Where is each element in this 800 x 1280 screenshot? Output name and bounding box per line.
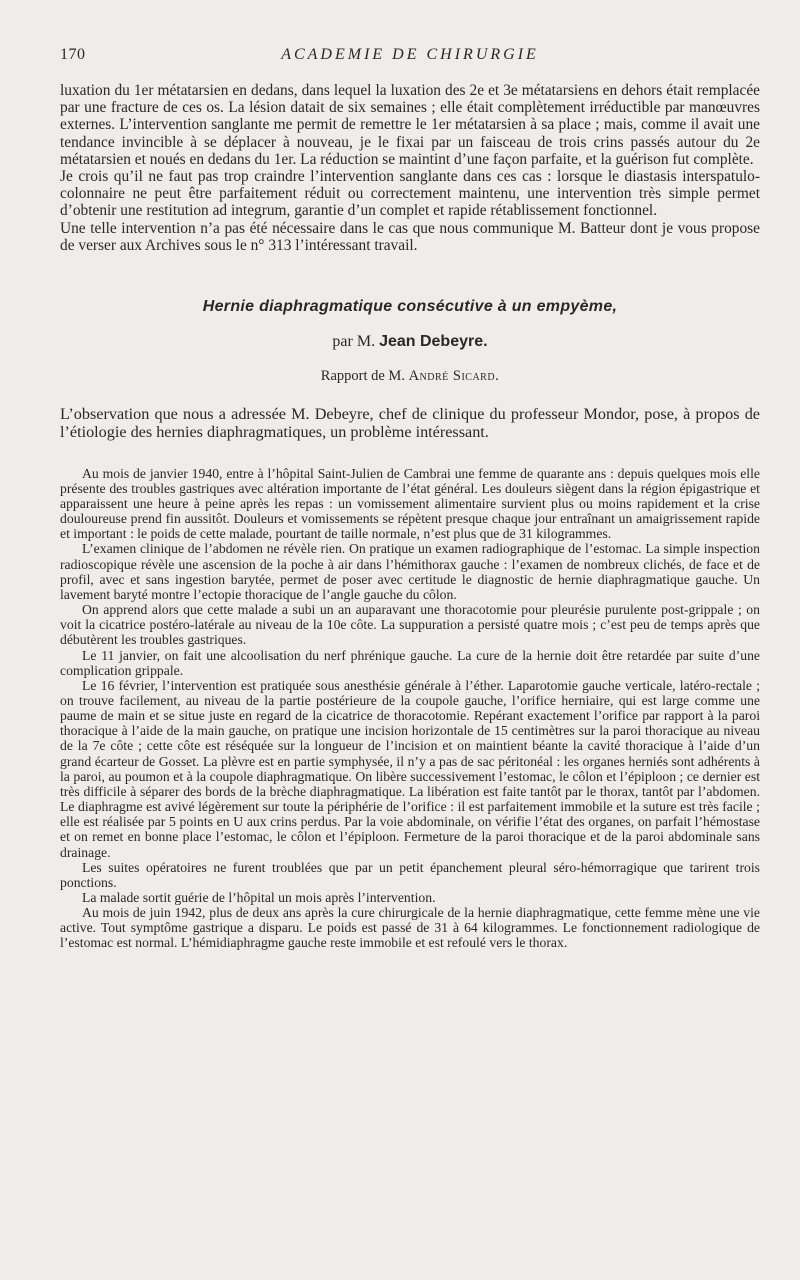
page-header [60,46,760,70]
reporter-name: André Sicard. [408,368,500,385]
report-line [60,368,760,385]
report-prefix: Rapport de M. [320,368,405,385]
article-title: Hernie diaphragmatique consécutive à un empyème, [202,298,618,316]
article-intro [60,406,760,442]
case-paragraph: On apprend alors que cette malade a subi un an auparavant une thoracotomie pour pleurésie purulente post-grippale ; on voit la cicatrice postéro-latérale au niveau de la 10e côte. La suppuration a persisté quatre mois ; c’est peu de temps après que débutèrent les troubles gastriques. [60,602,760,648]
byline-prefix: par M. [332,333,376,351]
paragraph: Une telle intervention n’a pas été nécessaire dans le cas que nous communique M. Batteur dont je vous propose de verser aux Archives sous le n° 313 l’intéressant travail. [60,219,760,254]
byline [60,333,760,351]
case-paragraph: La malade sortit guérie de l’hôpital un mois après l’intervention. [82,890,436,905]
case-paragraph: Le 16 février, l’intervention est pratiquée sous anesthésie générale à l’éther. Laparotomie gauche verticale, latéro-rectale ; on trouve facilement, au niveau de la partie postérieure de la coupole gauche, l’orifice herniaire, qui est large comme une paume de main et se situe juste en regard de la cicatrice de thoracotomie. Repérant exactement l’orifice par rapport à la paroi thoracique à l’aide de la main gauche, on pratique une incision horizontale de 15 centimètres sur la paroi thoracique au niveau de la 7e côte ; cette côte est réséquée sur la longueur de l’incision et on maintient béante la cavité thoracique à l’aide d’un grand écarteur de Gosset. La plèvre est en partie symphysée, il n’y a pas de sac péritonéal : les organes herniés sont adhérents à la paroi, au poumon et à la coupole diaphragmatique. On libère successivement l’estomac, le côlon et l’épiploon ; ce dernier est très difficile à séparer des bords de la brèche diaphragmatique. La libération est faite tantôt par le thorax, tantôt par l’abdomen. Le diaphragme est avivé légèrement sur toute la périphérie de l’orifice : il est parfaitement immobile et la suture est très facile ; elle est réalisée par 5 points en U aux crins perdus. Par la voie abdominale, on vérifie l’état des organes, on parfait l’hémostase et on remet en bonne place l’estomac, le côlon et l’épiploon. Fermeture de la paroi thoracique et de la paroi abdominale sans drainage. [60,677,760,860]
case-report [60,466,760,951]
previous-article-conclusion [60,82,760,254]
case-paragraph: Au mois de janvier 1940, entre à l’hôpital Saint-Julien de Cambrai une femme de quarante ans : depuis quelques mois elle présente des troubles gastriques avec altération importante de l’état général. Les douleurs siègent dans la région épigastrique et apparaissent une heure à peine après les repas : un vomissement alimentaire survient plus ou moins rapidement et la crise douloureuse prend fin aussitôt. Douleurs et vomissements se répètent presque chaque jour entraînant un amaigrissement rapide et important : le poids de cette malade, pourtant de taille normale, n’est plus que de 31 kilogrammes. [60,465,760,542]
author-name: Jean Debeyre. [379,333,488,351]
running-head: ACADEMIE DE CHIRURGIE [281,46,539,63]
page-number: 170 [60,46,86,63]
paragraph: Je crois qu’il ne faut pas trop craindre l’intervention sanglante dans ces cas : lorsque le diastasis interspatulo-colonnaire ne peut être parfaitement réduit ou correctement maintenu, une intervention très simple permet d’obtenir une restitution ad integrum, garantie d’un complet et rapide rétablissement fonctionnel. [60,168,760,220]
case-paragraph: L’examen clinique de l’abdomen ne révèle rien. On pratique un examen radiographique de l’estomac. La simple inspection radioscopique révèle une ascension de la poche à air dans l’hémithorax gauche : l’examen de nombreux clichés, de face et de profil, avec et sans ingestion barytée, permet de poser avec certitude le diagnostic de hernie diaphragmatique gauche. Un lavement baryté montre l’ectopie thoracique de l’angle gauche du côlon. [60,541,760,602]
case-paragraph: Au mois de juin 1942, plus de deux ans après la cure chirurgicale de la hernie diaphragmatique, cette femme mène une vie active. Tout symptôme gastrique a disparu. Le poids est passé de 31 à 64 kilogrammes. Le fonctionnement radiologique de l’estomac est normal. L’hémidiaphragme gauche reste immobile et est refoulé vers le thorax. [60,905,760,951]
intro-paragraph: L’observation que nous a adressée M. Debeyre, chef de clinique du professeur Mondor, pose, à propos de l’étiologie des hernies diaphragmatiques, un problème intéressant. [60,405,760,441]
paragraph: luxation du 1er métatarsien en dedans, dans lequel la luxation des 2e et 3e métatarsiens en dehors était remplacée par une fracture de ces os. La lésion datait de six semaines ; elle était complètement irréductible par manœuvres externes. L’intervention sanglante me permit de remettre le 1er métatarsien à sa place ; mais, comme il avait une tendance invincible à se déplacer à nouveau, je le fixai par un faisceau de trois crins passés autour du 2e métatarsien et noués en dedans du 1er. La réduction se maintint d’une façon parfaite, et la guérison fut complète. [60,82,760,168]
case-paragraph: Les suites opératoires ne furent troublées que par un petit épanchement pleural séro-hémorragique que tarirent trois ponctions. [60,859,760,890]
case-paragraph: Le 11 janvier, on fait une alcoolisation du nerf phrénique gauche. La cure de la hernie doit être retardée par suite d’une complication grippale. [60,647,760,678]
